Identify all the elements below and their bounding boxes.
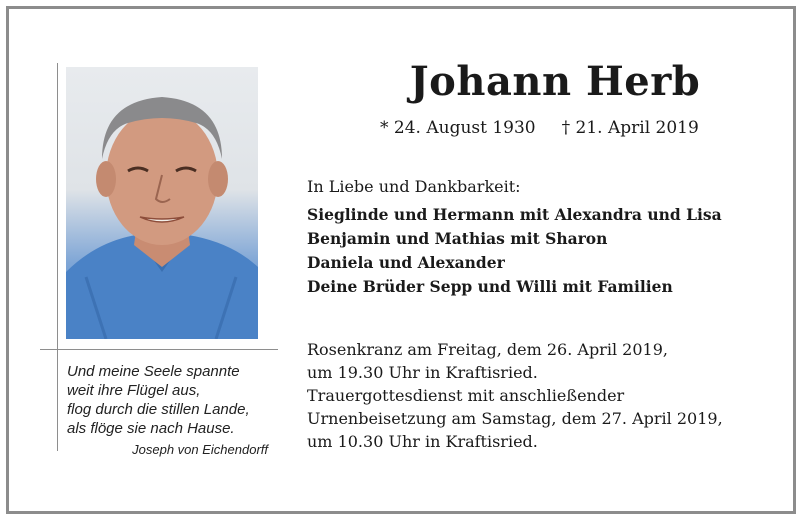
service-line: um 19.30 Uhr in Kraftisried.	[307, 363, 538, 382]
deceased-name: Johann Herb	[409, 58, 701, 105]
service-line: Urnenbeisetzung am Samstag, dem 27. April 2019,	[307, 409, 723, 428]
mourner-line: Daniela und Alexander	[307, 253, 505, 272]
life-dates	[380, 116, 699, 140]
mourner-line: Sieglinde und Hermann mit Alexandra und Lisa	[307, 205, 722, 224]
poem-line: weit ihre Flügel aus,	[67, 382, 201, 399]
poem-author: Joseph von Eichendorff	[132, 442, 268, 457]
death-date: † 21. April 2019	[561, 118, 699, 138]
mourner-line: Benjamin und Mathias mit Sharon	[307, 229, 608, 248]
portrait-photo	[66, 67, 258, 339]
birth-date: * 24. August 1930	[380, 118, 536, 138]
service-line: Trauergottesdienst mit anschließender	[307, 386, 625, 405]
poem	[67, 362, 282, 459]
mourners-intro: In Liebe und Dankbarkeit:	[307, 177, 521, 196]
poem-line: flog durch die stillen Lande,	[67, 401, 250, 418]
service-line: Rosenkranz am Freitag, dem 26. April 2019,	[307, 340, 668, 359]
poem-line: als flöge sie nach Hause.	[67, 420, 235, 437]
mourners-list	[307, 203, 722, 299]
poem-line: Und meine Seele spannte	[67, 363, 240, 380]
mourner-line: Deine Brüder Sepp und Willi mit Familien	[307, 277, 673, 296]
vertical-rule	[57, 63, 58, 451]
horizontal-rule	[40, 349, 278, 350]
service-line: um 10.30 Uhr in Kraftisried.	[307, 432, 538, 451]
service-info	[307, 338, 723, 453]
